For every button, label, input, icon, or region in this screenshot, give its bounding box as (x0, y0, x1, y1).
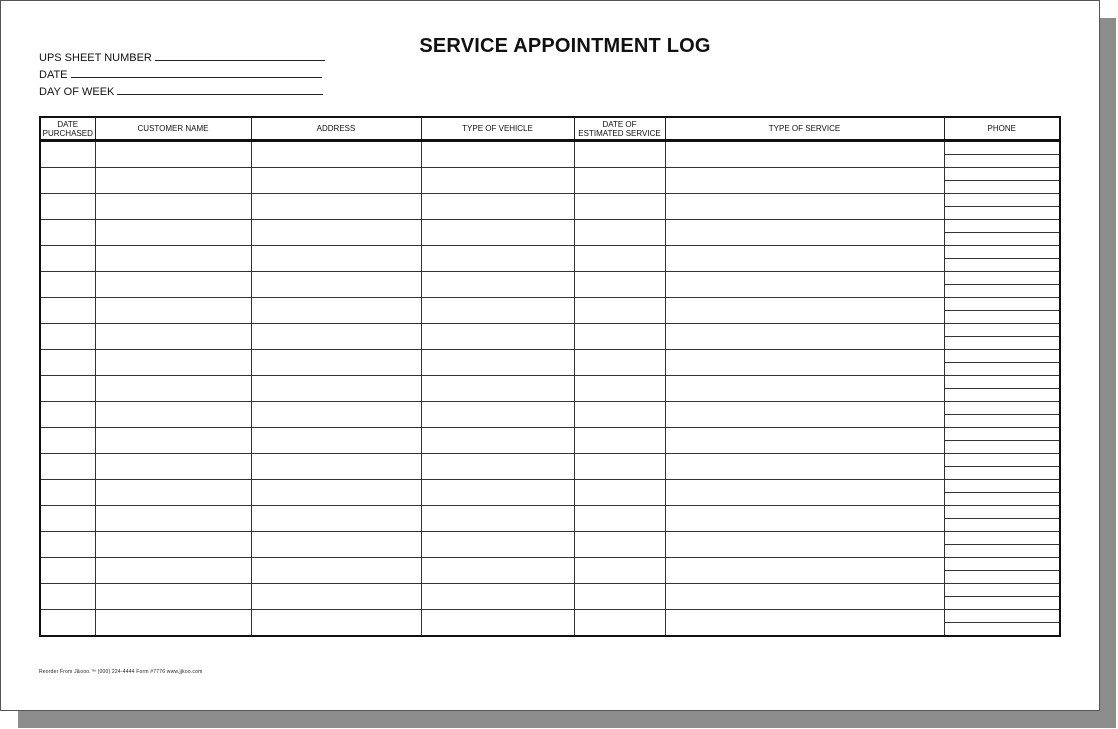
cell-date-of-estimated-service[interactable] (574, 428, 665, 454)
day-of-week-line[interactable] (117, 86, 323, 95)
cell-customer-name[interactable] (95, 558, 251, 584)
phone-line-divider (945, 518, 1060, 519)
cell-address[interactable] (251, 480, 421, 506)
cell-type-of-service[interactable] (665, 558, 944, 584)
phone-line-divider (945, 180, 1060, 181)
cell-type-of-vehicle[interactable] (421, 584, 574, 610)
cell-phone[interactable] (944, 610, 1060, 637)
cell-date-purchased[interactable] (40, 402, 95, 428)
cell-phone[interactable] (944, 168, 1060, 194)
phone-line-divider (945, 414, 1060, 415)
phone-line-divider (945, 362, 1060, 363)
cell-type-of-service[interactable] (665, 298, 944, 324)
cell-customer-name[interactable] (95, 246, 251, 272)
phone-line-divider (945, 492, 1060, 493)
ups-sheet-number-line[interactable] (155, 52, 325, 61)
cell-date-purchased[interactable] (40, 141, 95, 168)
table-row (40, 480, 1060, 506)
cell-customer-name[interactable] (95, 298, 251, 324)
cell-type-of-service[interactable] (665, 246, 944, 272)
cell-type-of-service[interactable] (665, 220, 944, 246)
table-row (40, 272, 1060, 298)
cell-type-of-vehicle[interactable] (421, 220, 574, 246)
ups-sheet-number-label: UPS SHEET NUMBER (39, 52, 152, 64)
cell-address[interactable] (251, 584, 421, 610)
cell-date-of-estimated-service[interactable] (574, 402, 665, 428)
cell-type-of-vehicle[interactable] (421, 558, 574, 584)
cell-customer-name[interactable] (95, 141, 251, 168)
table-row (40, 141, 1060, 168)
day-of-week-field[interactable] (39, 86, 323, 98)
table-row (40, 246, 1060, 272)
cell-date-purchased[interactable] (40, 298, 95, 324)
cell-type-of-service[interactable] (665, 584, 944, 610)
cell-type-of-service[interactable] (665, 272, 944, 298)
cell-phone[interactable] (944, 141, 1060, 168)
cell-customer-name[interactable] (95, 454, 251, 480)
cell-type-of-service[interactable] (665, 194, 944, 220)
cell-address[interactable] (251, 454, 421, 480)
cell-phone[interactable] (944, 480, 1060, 506)
cell-type-of-service[interactable] (665, 168, 944, 194)
cell-address[interactable] (251, 272, 421, 298)
cell-address[interactable] (251, 168, 421, 194)
cell-date-purchased[interactable] (40, 324, 95, 350)
phone-line-divider (945, 154, 1060, 155)
table-row (40, 584, 1060, 610)
cell-address[interactable] (251, 402, 421, 428)
cell-address[interactable] (251, 141, 421, 168)
cell-customer-name[interactable] (95, 220, 251, 246)
cell-customer-name[interactable] (95, 324, 251, 350)
column-header-date-of-estimated-service: DATE OF ESTIMATED SERVICE (574, 117, 665, 141)
cell-customer-name[interactable] (95, 428, 251, 454)
cell-date-of-estimated-service[interactable] (574, 376, 665, 402)
cell-date-of-estimated-service[interactable] (574, 298, 665, 324)
cell-date-purchased[interactable] (40, 532, 95, 558)
cell-type-of-vehicle[interactable] (421, 454, 574, 480)
date-line[interactable] (71, 69, 322, 78)
cell-type-of-vehicle[interactable] (421, 324, 574, 350)
cell-type-of-service[interactable] (665, 506, 944, 532)
cell-type-of-vehicle[interactable] (421, 350, 574, 376)
column-header-address: ADDRESS (251, 117, 421, 141)
cell-type-of-vehicle[interactable] (421, 480, 574, 506)
cell-address[interactable] (251, 428, 421, 454)
cell-type-of-service[interactable] (665, 610, 944, 637)
cell-phone[interactable] (944, 298, 1060, 324)
cell-address[interactable] (251, 194, 421, 220)
column-header-customer-name: CUSTOMER NAME (95, 117, 251, 141)
cell-date-purchased[interactable] (40, 220, 95, 246)
cell-type-of-vehicle[interactable] (421, 506, 574, 532)
cell-type-of-vehicle[interactable] (421, 428, 574, 454)
cell-customer-name[interactable] (95, 194, 251, 220)
cell-address[interactable] (251, 324, 421, 350)
cell-phone[interactable] (944, 584, 1060, 610)
cell-phone[interactable] (944, 350, 1060, 376)
column-header-phone: PHONE (944, 117, 1060, 141)
table-header-row (40, 117, 1060, 141)
phone-line-divider (945, 388, 1060, 389)
cell-date-of-estimated-service[interactable] (574, 480, 665, 506)
cell-date-of-estimated-service[interactable] (574, 246, 665, 272)
cell-customer-name[interactable] (95, 402, 251, 428)
cell-address[interactable] (251, 298, 421, 324)
cell-phone[interactable] (944, 428, 1060, 454)
cell-phone[interactable] (944, 532, 1060, 558)
phone-line-divider (945, 310, 1060, 311)
cell-date-purchased[interactable] (40, 428, 95, 454)
cell-address[interactable] (251, 558, 421, 584)
phone-line-divider (945, 596, 1060, 597)
form-title: SERVICE APPOINTMENT LOG (419, 35, 711, 57)
cell-date-of-estimated-service[interactable] (574, 558, 665, 584)
cell-date-purchased[interactable] (40, 558, 95, 584)
cell-customer-name[interactable] (95, 480, 251, 506)
phone-line-divider (945, 336, 1060, 337)
cell-type-of-service[interactable] (665, 428, 944, 454)
cell-customer-name[interactable] (95, 584, 251, 610)
phone-line-divider (945, 466, 1060, 467)
cell-type-of-vehicle[interactable] (421, 298, 574, 324)
table-row (40, 402, 1060, 428)
cell-type-of-vehicle[interactable] (421, 532, 574, 558)
table-row (40, 194, 1060, 220)
table-body (40, 141, 1060, 637)
cell-date-purchased[interactable] (40, 376, 95, 402)
cell-customer-name[interactable] (95, 168, 251, 194)
table-row (40, 454, 1060, 480)
cell-date-purchased[interactable] (40, 168, 95, 194)
cell-type-of-service[interactable] (665, 402, 944, 428)
cell-date-of-estimated-service[interactable] (574, 454, 665, 480)
appointment-log-table (39, 116, 1061, 637)
cell-date-of-estimated-service[interactable] (574, 272, 665, 298)
cell-type-of-vehicle[interactable] (421, 141, 574, 168)
cell-phone[interactable] (944, 506, 1060, 532)
phone-line-divider (945, 440, 1060, 441)
cell-date-purchased[interactable] (40, 584, 95, 610)
cell-date-purchased[interactable] (40, 454, 95, 480)
cell-address[interactable] (251, 376, 421, 402)
cell-date-of-estimated-service[interactable] (574, 220, 665, 246)
cell-phone[interactable] (944, 220, 1060, 246)
phone-line-divider (945, 206, 1060, 207)
phone-line-divider (945, 232, 1060, 233)
table-row (40, 376, 1060, 402)
phone-line-divider (945, 570, 1060, 571)
cell-date-of-estimated-service[interactable] (574, 584, 665, 610)
column-header-date-purchased: DATE PURCHASED (40, 117, 95, 141)
cell-type-of-service[interactable] (665, 141, 944, 168)
cell-customer-name[interactable] (95, 350, 251, 376)
date-field[interactable] (39, 69, 322, 81)
cell-date-of-estimated-service[interactable] (574, 194, 665, 220)
table-row (40, 428, 1060, 454)
cell-date-purchased[interactable] (40, 194, 95, 220)
table-row (40, 610, 1060, 637)
cell-phone[interactable] (944, 194, 1060, 220)
phone-line-divider (945, 284, 1060, 285)
table-row (40, 506, 1060, 532)
cell-address[interactable] (251, 246, 421, 272)
cell-type-of-vehicle[interactable] (421, 376, 574, 402)
table-row (40, 532, 1060, 558)
date-label: DATE (39, 69, 68, 81)
cell-type-of-vehicle[interactable] (421, 272, 574, 298)
ups-sheet-number-field[interactable] (39, 52, 325, 64)
cell-type-of-service[interactable] (665, 376, 944, 402)
cell-date-purchased[interactable] (40, 272, 95, 298)
cell-phone[interactable] (944, 246, 1060, 272)
cell-type-of-service[interactable] (665, 350, 944, 376)
cell-date-of-estimated-service[interactable] (574, 532, 665, 558)
cell-type-of-vehicle[interactable] (421, 194, 574, 220)
cell-date-of-estimated-service[interactable] (574, 141, 665, 168)
cell-date-purchased[interactable] (40, 506, 95, 532)
cell-date-purchased[interactable] (40, 350, 95, 376)
cell-phone[interactable] (944, 376, 1060, 402)
table-row (40, 350, 1060, 376)
reorder-footer: Reorder From J&ooo.™ (000) 224-4444 Form #7776 www.jjkoo.com (39, 669, 203, 675)
cell-date-purchased[interactable] (40, 610, 95, 637)
cell-date-purchased[interactable] (40, 480, 95, 506)
phone-line-divider (945, 544, 1060, 545)
table-row (40, 558, 1060, 584)
cell-date-purchased[interactable] (40, 246, 95, 272)
cell-address[interactable] (251, 532, 421, 558)
cell-type-of-service[interactable] (665, 480, 944, 506)
cell-type-of-service[interactable] (665, 454, 944, 480)
cell-customer-name[interactable] (95, 506, 251, 532)
cell-phone[interactable] (944, 402, 1060, 428)
table-row (40, 324, 1060, 350)
phone-line-divider (945, 258, 1060, 259)
cell-phone[interactable] (944, 324, 1060, 350)
cell-type-of-vehicle[interactable] (421, 402, 574, 428)
cell-customer-name[interactable] (95, 532, 251, 558)
table-row (40, 168, 1060, 194)
cell-type-of-service[interactable] (665, 532, 944, 558)
table-row (40, 220, 1060, 246)
cell-type-of-vehicle[interactable] (421, 246, 574, 272)
table-row (40, 298, 1060, 324)
cell-date-of-estimated-service[interactable] (574, 506, 665, 532)
cell-address[interactable] (251, 610, 421, 637)
cell-address[interactable] (251, 350, 421, 376)
column-header-type-of-service: TYPE OF SERVICE (665, 117, 944, 141)
column-header-type-of-vehicle: TYPE OF VEHICLE (421, 117, 574, 141)
cell-date-of-estimated-service[interactable] (574, 168, 665, 194)
cell-date-of-estimated-service[interactable] (574, 324, 665, 350)
cell-customer-name[interactable] (95, 376, 251, 402)
cell-phone[interactable] (944, 558, 1060, 584)
cell-date-of-estimated-service[interactable] (574, 610, 665, 637)
cell-type-of-vehicle[interactable] (421, 610, 574, 637)
cell-date-of-estimated-service[interactable] (574, 350, 665, 376)
cell-address[interactable] (251, 220, 421, 246)
cell-type-of-service[interactable] (665, 324, 944, 350)
cell-phone[interactable] (944, 454, 1060, 480)
cell-customer-name[interactable] (95, 610, 251, 637)
cell-customer-name[interactable] (95, 272, 251, 298)
phone-line-divider (945, 622, 1060, 623)
cell-type-of-vehicle[interactable] (421, 168, 574, 194)
day-of-week-label: DAY OF WEEK (39, 86, 115, 98)
cell-phone[interactable] (944, 272, 1060, 298)
cell-address[interactable] (251, 506, 421, 532)
